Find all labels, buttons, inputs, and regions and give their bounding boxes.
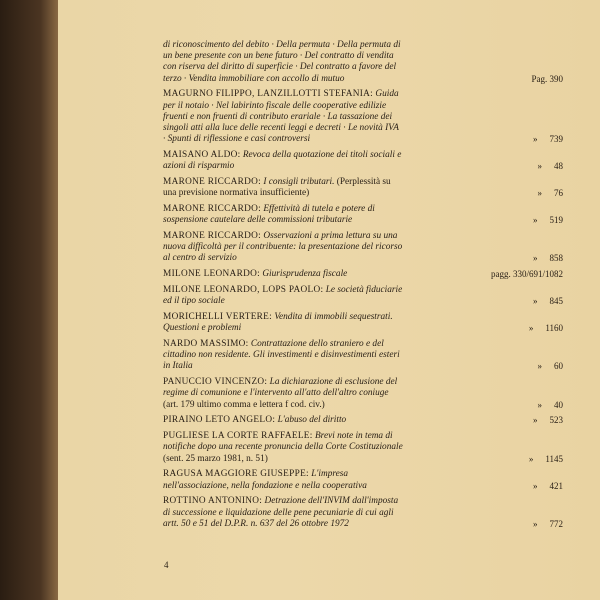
entry-page-ref — [529, 323, 563, 334]
index-entry — [163, 150, 563, 172]
ditto-mark: » — [528, 323, 534, 334]
entry-author: PIRAINO LETO ANGELO: — [163, 415, 276, 426]
index-entries — [163, 40, 563, 535]
ditto-mark: » — [533, 215, 538, 226]
entry-title: Osservazioni a prima lettura su una nuova difficoltà per il contribuente: la presentazione del ricorso al centro di servizio — [163, 231, 403, 264]
entry-body — [163, 231, 403, 265]
index-entry — [163, 377, 563, 411]
entry-page-ref — [533, 296, 563, 307]
index-entry — [163, 312, 563, 334]
page-number-ref: 1145 — [545, 453, 563, 464]
entry-title: Revoca della quotazione dei titoli sociali e azioni di risparmio — [163, 150, 402, 172]
entry-page-ref — [533, 253, 563, 264]
page-number-ref: 845 — [549, 296, 563, 307]
book-spine-edge — [0, 0, 58, 600]
entry-page-ref — [533, 415, 563, 426]
entry-author: MARONE RICCARDO: — [163, 204, 262, 215]
entry-author: MARONE RICCARDO: — [163, 177, 262, 188]
ditto-mark: » — [533, 415, 538, 426]
ditto-mark: » — [537, 361, 542, 372]
entry-page-ref — [533, 481, 563, 492]
entry-page-ref — [538, 188, 564, 199]
page-number-ref: 48 — [554, 161, 563, 172]
entry-body — [163, 204, 403, 226]
page-number-ref: 772 — [549, 518, 563, 529]
ditto-mark: » — [537, 188, 542, 199]
page-number: 4 — [164, 560, 169, 570]
entry-title: L'impresa nell'associazione, nella fondazione e nella cooperativa — [163, 469, 367, 491]
index-entry — [163, 496, 563, 530]
entry-body — [163, 150, 403, 172]
page-number-ref: 519 — [549, 215, 563, 226]
entry-body — [163, 339, 403, 373]
ditto-mark: » — [533, 296, 538, 307]
entry-author: MAISANO ALDO: — [163, 150, 241, 161]
index-entry — [163, 431, 563, 465]
entry-page-ref — [532, 74, 564, 85]
page-number-ref: pagg. 330/691/1082 — [491, 269, 563, 280]
entry-title: L'abuso del diritto — [277, 415, 347, 426]
index-entry — [163, 415, 563, 426]
entry-author: ROTTINO ANTONINO: — [163, 496, 263, 507]
entry-title: Guida per il notaio · Nel labirinto fiscale delle cooperative edilizie fruenti e non fruenti di contributo erariale · La tassazione dei singoli atti alla luce delle recenti leggi e decreti · Le novità IVA · Spunti di riflessione e casi controversi — [163, 89, 399, 145]
page-number-ref: 739 — [549, 134, 563, 145]
entry-title: Le società fiduciarie ed il tipo sociale — [163, 285, 403, 307]
page-number-ref: 858 — [549, 253, 563, 264]
entry-page-ref — [533, 215, 563, 226]
entry-body — [163, 312, 403, 334]
entry-body — [163, 431, 403, 465]
entry-body — [163, 377, 403, 411]
entry-page-ref — [533, 519, 563, 530]
entry-author: MILONE LEONARDO: — [163, 269, 260, 280]
entry-note: (sent. 25 marzo 1981, n. 51) — [163, 453, 268, 464]
entry-author: PUGLIESE LA CORTE RAFFAELE: — [163, 431, 313, 442]
index-entry — [163, 204, 563, 226]
entry-author: MORICHELLI VERTERE: — [163, 312, 273, 323]
index-entry — [163, 231, 563, 265]
entry-page-ref — [533, 134, 563, 145]
entry-title: I consigli tributari. — [263, 177, 335, 188]
entry-title: Effettività di tutela e potere di sospensione cautelare delle commissioni tributarie — [163, 204, 375, 226]
entry-author: MAGURNO FILIPPO, LANZILLOTTI STEFANIA: — [163, 89, 374, 100]
entry-page-ref — [538, 161, 564, 172]
index-page — [58, 0, 600, 600]
entry-title: Brevi note in tema di notifiche dopo una recente pronuncia della Corte Costituzionale — [163, 431, 403, 453]
page-number-ref: 60 — [554, 361, 563, 372]
entry-body — [163, 496, 403, 530]
entry-note: (Perplessità su una previsione normativa insufficiente) — [163, 177, 391, 199]
entry-author: RAGUSA MAGGIORE GIUSEPPE: — [163, 469, 309, 480]
entry-body — [163, 285, 403, 307]
page-number-ref: Pag. 390 — [531, 73, 563, 84]
entry-body — [163, 177, 403, 199]
page-number-ref: 1160 — [545, 323, 563, 334]
page-number-ref: 523 — [549, 415, 563, 426]
entry-author: MILONE LEONARDO, LOPS PAOLO: — [163, 285, 324, 296]
entry-body — [163, 415, 403, 426]
page-number-ref: 40 — [554, 399, 563, 410]
index-entry — [163, 89, 563, 145]
index-entry — [163, 339, 563, 373]
ditto-mark: » — [537, 399, 542, 410]
entry-page-ref — [538, 361, 564, 372]
page-number-ref: 421 — [549, 480, 563, 491]
entry-title: Vendita di immobili sequestrati. Questioni e problemi — [163, 312, 393, 334]
entry-page-ref — [538, 400, 564, 411]
entry-title: di riconoscimento del debito · Della permuta · Della permuta di un bene presente con un bene futuro · Del contratto di vendita con riserva del diritto di superficie · Del contratto a favore del terzo · Vendita immobiliare con accollo di mutuo — [163, 40, 401, 84]
entry-page-ref — [491, 269, 563, 280]
ditto-mark: » — [528, 453, 534, 464]
entry-body — [163, 469, 403, 491]
entry-title: Contrattazione dello straniero e del cittadino non residente. Gli investimenti e disinvestimenti esteri in Italia — [163, 339, 400, 372]
entry-author: PANUCCIO VINCENZO: — [163, 377, 268, 388]
index-entry — [163, 269, 563, 280]
entry-page-ref — [529, 454, 563, 465]
entry-body — [163, 269, 403, 280]
page-number-ref: 76 — [554, 188, 563, 199]
index-entry — [163, 177, 563, 199]
ditto-mark: » — [533, 134, 538, 145]
index-entry — [163, 285, 563, 307]
entry-title: Detrazione dell'INVIM dall'imposta di successione e liquidazione delle pene pecuniarie di cui agli artt. 50 e 51 del D.P.R. n. 637 del 26 ottobre 1972 — [163, 496, 399, 529]
index-entry — [163, 469, 563, 491]
ditto-mark: » — [533, 480, 538, 491]
entry-author: MARONE RICCARDO: — [163, 231, 262, 242]
entry-title: Giurisprudenza fiscale — [262, 269, 348, 280]
index-entry — [163, 40, 563, 85]
ditto-mark: » — [537, 161, 542, 172]
ditto-mark: » — [533, 518, 538, 529]
entry-body — [163, 40, 403, 85]
entry-note: (art. 179 ultimo comma e lettera f cod. civ.) — [163, 399, 325, 410]
entry-title: La dichiarazione di esclusione del regime di comunione e l'intervento all'atto dell'altro coniuge — [163, 377, 398, 399]
entry-author: NARDO MASSIMO: — [163, 339, 249, 350]
ditto-mark: » — [533, 253, 538, 264]
entry-body — [163, 89, 403, 145]
